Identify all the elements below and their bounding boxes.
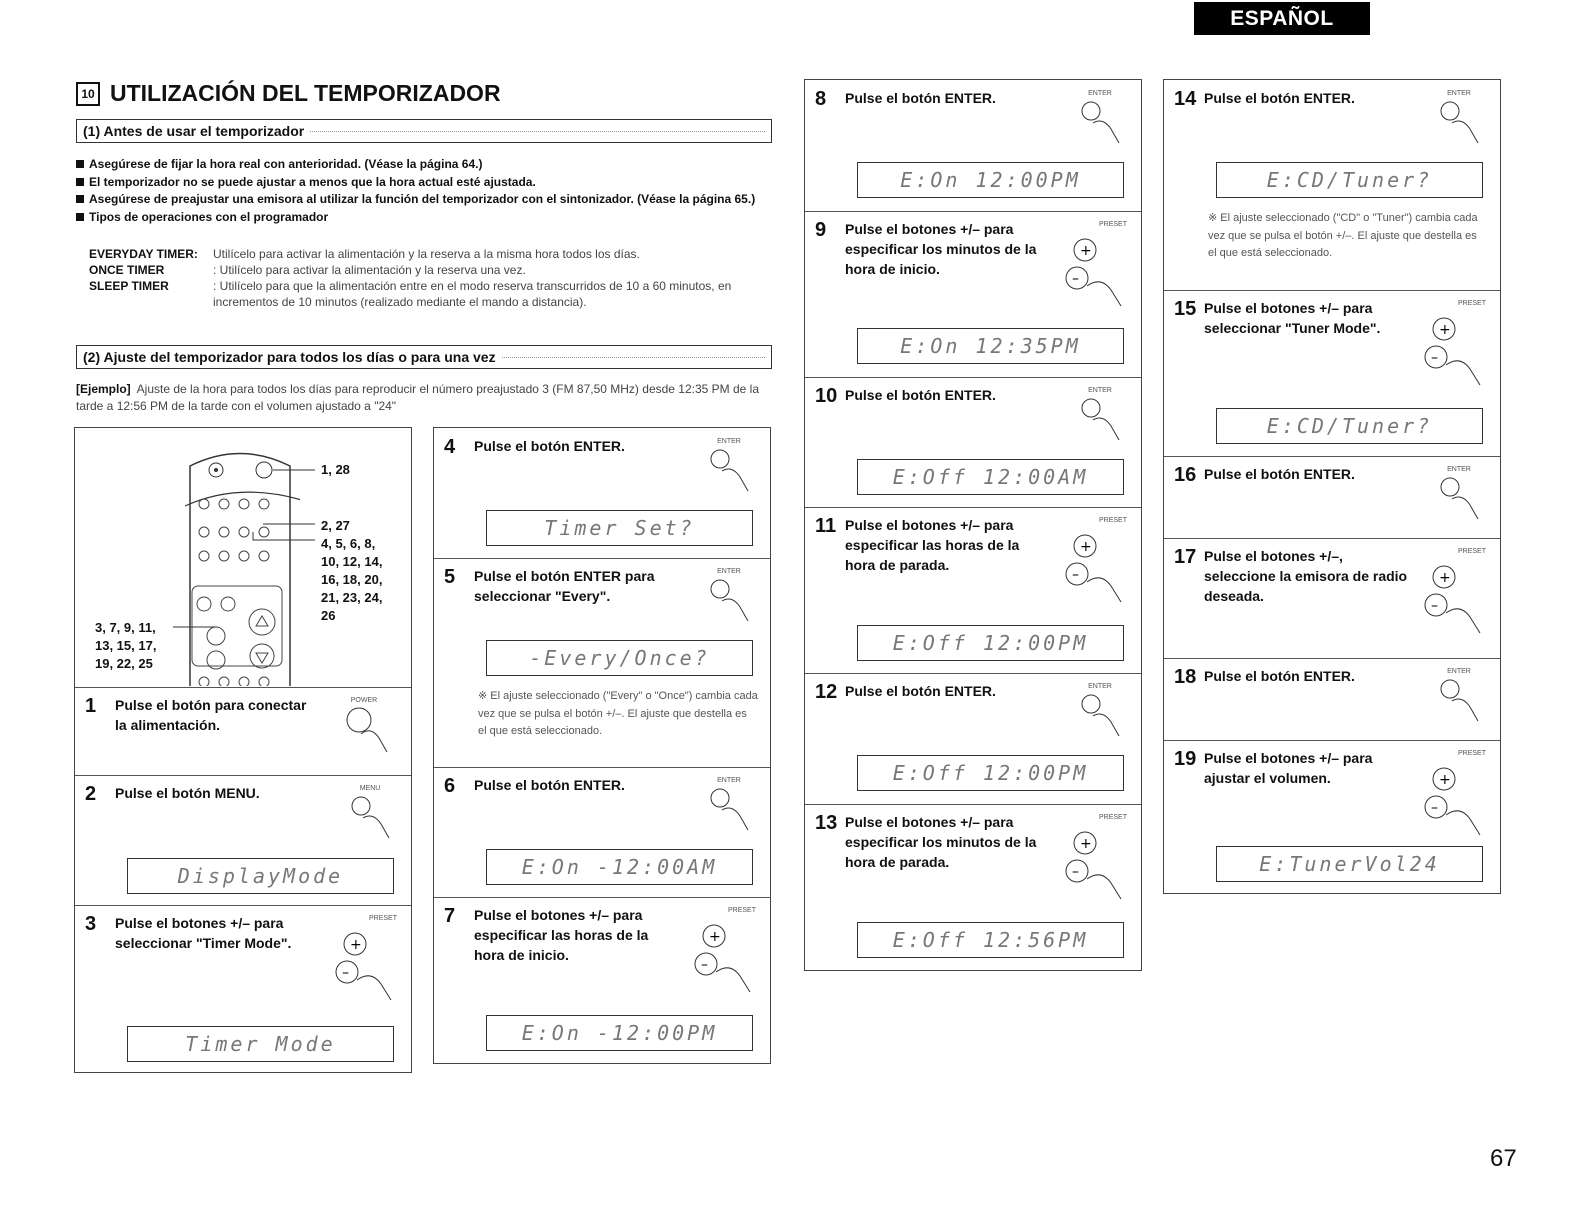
step-2: 2 Pulse el botón MENU. MENU DisplayMode [75, 775, 411, 906]
step-14: 14 Pulse el botón ENTER. ENTER E:CD/Tuner? ※ El ajuste seleccionado ("CD" o "Tuner") cambia cada vez que se pulsa el botón +/–. El ajuste que destella es el que está seleccionado. [1164, 80, 1500, 291]
svg-text:–: – [1431, 350, 1438, 366]
steps-column-2 [433, 427, 771, 1064]
timer-type-row: SLEEP TIMER : Utilícelo para que la alimentación entre en el modo reserva transcurridos de 10 a 60 minutos, en incrementos de 10 minutos (realizado mediante el mando a distancia). [89, 279, 732, 309]
preset-buttons-icon: PRESET + – [686, 907, 756, 994]
steps-column-4 [1163, 79, 1501, 894]
preset-buttons-icon: PRESET + – [1416, 750, 1486, 837]
remote-label-enter-2: 10, 12, 14, [321, 554, 383, 569]
subsection-2-title: (2) Ajuste del temporizador para todos los días o para una vez [83, 349, 496, 365]
step-4: 4 Pulse el botón ENTER. ENTER Timer Set? [434, 428, 770, 559]
step-15: 15 Pulse el botones +/– para seleccionar "Tuner Mode". PRESET + – E:CD/Tuner? [1164, 290, 1500, 457]
lcd-display: E:CD/Tuner? [1216, 408, 1483, 444]
bullet-item: Asegúrese de fijar la hora real con anterioridad. (Véase la página 64.) [76, 156, 766, 174]
step-12: 12 Pulse el botón ENTER. ENTER E:Off 12:00PM [805, 673, 1141, 805]
lcd-display: E:On 12:00PM [857, 162, 1124, 198]
preset-buttons-icon: PRESET + – [1057, 517, 1127, 604]
preset-buttons-icon: PRESET + – [1416, 300, 1486, 387]
svg-text:–: – [1072, 271, 1079, 287]
preset-buttons-icon: PRESET + – [327, 915, 397, 1002]
svg-text:–: – [1072, 567, 1079, 583]
lcd-display: E:Off 12:00AM [857, 459, 1124, 495]
lcd-display: E:TunerVol24 [1216, 846, 1483, 882]
example-text: Ajuste de la hora para todos los días para reproducir el número preajustado 3 (FM 87,50 MHz) desde 12:35 PM de la tarde a 12:56 PM de la tarde con el volumen ajustado a "24" [76, 382, 760, 413]
bullet-item: Tipos de operaciones con el programador [76, 209, 766, 227]
step-18: 18 Pulse el botón ENTER. ENTER [1164, 658, 1500, 741]
page-title [76, 80, 501, 107]
step-13: 13 Pulse el botones +/– para especificar los minutos de la hora de parada. PRESET + – E:Off 12:56PM [805, 804, 1141, 970]
enter-button-icon: ENTER [1075, 387, 1125, 444]
remote-label-enter-4: 21, 23, 24, [321, 590, 383, 605]
remote-label-preset-3: 19, 22, 25 [95, 656, 153, 671]
lcd-display: E:Off 12:56PM [857, 922, 1124, 958]
lcd-display: E:On -12:00AM [486, 849, 753, 885]
remote-label-enter-3: 16, 18, 20, [321, 572, 383, 587]
svg-text:+: + [709, 929, 721, 945]
step-7: 7 Pulse el botones +/– para especificar las horas de la hora de inicio. PRESET + – E:On -12:00PM [434, 897, 770, 1063]
lcd-display: E:CD/Tuner? [1216, 162, 1483, 198]
svg-text:+: + [1439, 772, 1451, 788]
lcd-display: E:Off 12:00PM [857, 755, 1124, 791]
step-3: 3 Pulse el botones +/– para seleccionar "Timer Mode". PRESET + – Timer Mode [75, 905, 411, 1072]
steps-column-1 [74, 427, 412, 1073]
step-note: ※ El ajuste seleccionado ("CD" o "Tuner") cambia cada vez que se pulsa el botón +/–. El ajuste que destella es el que está seleccionado. [1208, 212, 1478, 259]
enter-button-icon: ENTER [1434, 668, 1484, 725]
bullet-list [76, 156, 766, 226]
enter-button-icon: ENTER [1434, 90, 1484, 147]
step-10: 10 Pulse el botón ENTER. ENTER E:Off 12:00AM [805, 377, 1141, 508]
steps-column-3 [804, 79, 1142, 971]
section-number: 10 [76, 82, 100, 106]
menu-button-icon: MENU [345, 785, 395, 842]
step-1: 1 Pulse el botón para conectar la alimentación. POWER [75, 687, 411, 776]
step-11: 11 Pulse el botones +/– para especificar las horas de la hora de parada. PRESET + – E:Off 12:00PM [805, 507, 1141, 674]
svg-text:+: + [1439, 570, 1451, 586]
svg-text:–: – [1431, 598, 1438, 614]
enter-button-icon: ENTER [1075, 90, 1125, 147]
enter-button-icon: ENTER [1434, 466, 1484, 523]
remote-label-enter-5: 26 [321, 608, 336, 623]
enter-button-icon: ENTER [1075, 683, 1125, 740]
remote-label-menu: 2, 27 [321, 518, 350, 533]
enter-button-icon: ENTER [704, 438, 754, 495]
remote-illustration [75, 428, 411, 688]
lcd-display: Timer Mode [127, 1026, 394, 1062]
step-5: 5 Pulse el botón ENTER para seleccionar "Every". ENTER -Every/Once? ※ El ajuste seleccionado ("Every" o "Once") cambia cada vez que se pulsa el botón +/–. El ajuste que destella es el que está seleccionado. [434, 558, 770, 768]
lcd-display: E:On -12:00PM [486, 1015, 753, 1051]
lcd-display: E:On 12:35PM [857, 328, 1124, 364]
svg-text:+: + [1080, 836, 1092, 852]
power-button-icon: POWER [339, 697, 389, 754]
section-title: UTILIZACIÓN DEL TEMPORIZADOR [110, 80, 501, 106]
preset-buttons-icon: PRESET + – [1057, 221, 1127, 308]
language-tab: ESPAÑOL [1194, 2, 1370, 35]
bullet-item: Asegúrese de preajustar una emisora al utilizar la función del temporizador con el sintonizador. (Véase la página 65.) [76, 191, 766, 209]
lcd-display: DisplayMode [127, 858, 394, 894]
step-9: 9 Pulse el botones +/– para especificar los minutos de la hora de inicio. PRESET + – E:On 12:35PM [805, 211, 1141, 378]
subsection-1-header [76, 119, 772, 143]
subsection-2-header [76, 345, 772, 369]
step-16: 16 Pulse el botón ENTER. ENTER [1164, 456, 1500, 539]
timer-type-row: ONCE TIMER : Utilícelo para activar la alimentación y la reserva una vez. [89, 263, 526, 277]
svg-text:–: – [342, 965, 349, 981]
remote-label-power: 1, 28 [321, 462, 350, 477]
timer-type-row: EVERYDAY TIMER: Utilícelo para activar la alimentación y la reserva a la misma hora todos los días. [89, 247, 640, 261]
remote-label-preset-1: 3, 7, 9, 11, [95, 620, 156, 635]
svg-text:–: – [1072, 864, 1079, 880]
bullet-item: El temporizador no se puede ajustar a menos que la hora actual esté ajustada. [76, 174, 766, 192]
page-number: 67 [1490, 1145, 1517, 1172]
svg-text:–: – [701, 957, 708, 973]
lcd-display: Timer Set? [486, 510, 753, 546]
example [76, 381, 766, 415]
preset-buttons-icon: PRESET + – [1416, 548, 1486, 635]
remote-label-enter-1: 4, 5, 6, 8, [321, 536, 376, 551]
svg-text:+: + [1080, 539, 1092, 555]
svg-text:+: + [1080, 243, 1092, 259]
svg-text:+: + [1439, 322, 1451, 338]
remote-label-preset-2: 13, 15, 17, [95, 638, 157, 653]
example-label: [Ejemplo] [76, 382, 131, 396]
subsection-1-title: (1) Antes de usar el temporizador [83, 123, 305, 139]
step-note: ※ El ajuste seleccionado ("Every" o "Once") cambia cada vez que se pulsa el botón +/–. El ajuste que destella es el que está seleccionado. [478, 690, 758, 737]
svg-text:+: + [350, 937, 362, 953]
step-6: 6 Pulse el botón ENTER. ENTER E:On -12:00AM [434, 767, 770, 898]
timer-types [89, 246, 769, 310]
step-8: 8 Pulse el botón ENTER. ENTER E:On 12:00PM [805, 80, 1141, 212]
step-17: 17 Pulse el botones +/–, seleccione la emisora de radio deseada. PRESET + – [1164, 538, 1500, 659]
step-19: 19 Pulse el botones +/– para ajustar el volumen. PRESET + – E:TunerVol24 [1164, 740, 1500, 893]
enter-button-icon: ENTER [704, 777, 754, 834]
enter-button-icon: ENTER [704, 568, 754, 625]
lcd-display: -Every/Once? [486, 640, 753, 676]
lcd-display: E:Off 12:00PM [857, 625, 1124, 661]
preset-buttons-icon: PRESET + – [1057, 814, 1127, 901]
svg-text:–: – [1431, 800, 1438, 816]
